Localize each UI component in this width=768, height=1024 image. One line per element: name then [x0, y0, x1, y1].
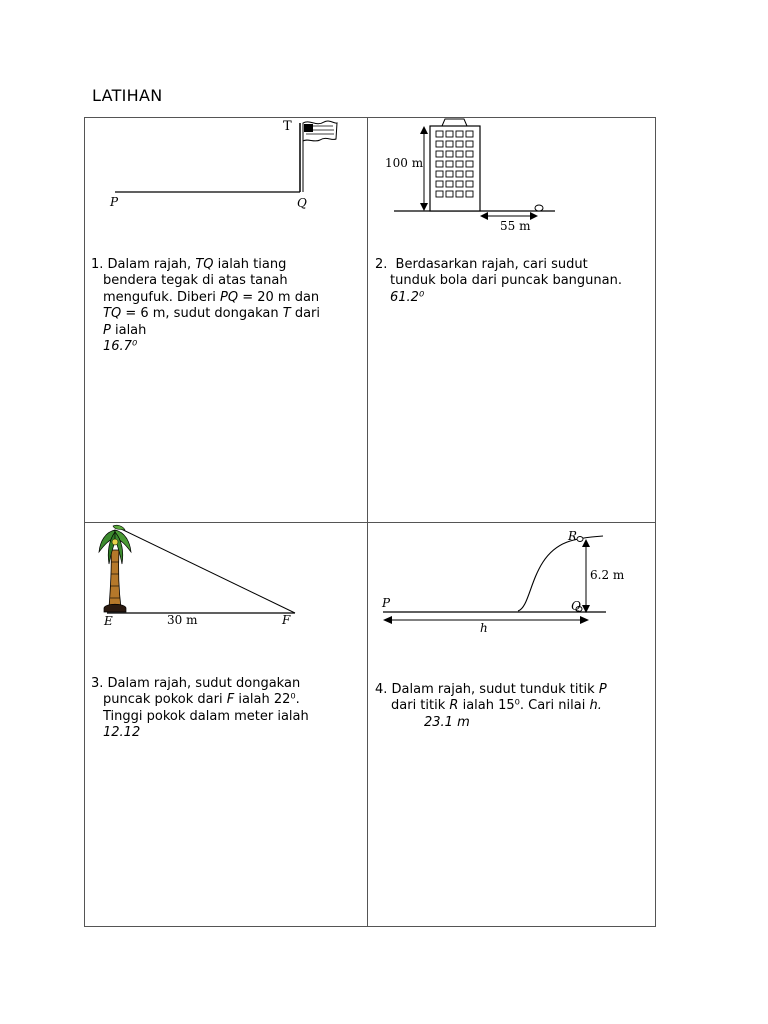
label-t: T — [283, 119, 292, 134]
question-3-text — [91, 676, 361, 742]
label-height-6-2m: 6.2 m — [590, 568, 625, 582]
label-distance-30m: 30 m — [167, 613, 198, 627]
q2-line-2: tunduk bola dari puncak bangunan. — [390, 273, 622, 289]
figure-2-building — [380, 115, 560, 240]
q3-line-2: puncak pokok dari F ialah 22⁰. — [103, 692, 300, 708]
q1-line-3: mengufuk. Diberi PQ = 20 m dan — [103, 289, 320, 305]
q1-line-4: TQ = 6 m, sudut dongakan T dari — [103, 306, 321, 322]
palm-tree-icon — [99, 525, 131, 612]
q1-answer: 16.7⁰ — [103, 339, 138, 355]
figure-1-flagpole — [100, 115, 360, 215]
q1-line-1: 1. Dalam rajah, TQ ialah tiang — [91, 257, 287, 272]
figure-4-hill — [378, 522, 628, 637]
label-p: P — [382, 596, 391, 610]
label-p: P — [110, 195, 119, 209]
label-h: h — [480, 621, 488, 635]
q3-line-1: 3. Dalam rajah, sudut dongakan — [91, 676, 301, 691]
q3-line-3: Tinggi pokok dalam meter ialah — [103, 708, 309, 724]
question-1-text — [91, 257, 361, 355]
question-2-text — [375, 257, 655, 306]
ball-icon — [535, 205, 543, 211]
q4-line-2: dari titik R ialah 15⁰. Cari nilai h. — [391, 698, 602, 714]
figure-3-tree — [95, 522, 310, 632]
flag-icon — [303, 121, 337, 141]
label-height-100m: 100 m — [385, 156, 424, 170]
q1-line-2: bendera tegak di atas tanah — [103, 273, 288, 289]
label-r: R — [568, 529, 578, 543]
q4-answer: 23.1 m — [424, 714, 470, 730]
question-4-text — [375, 682, 655, 731]
q4-line-1: 4. Dalam rajah, sudut tunduk titik P — [375, 682, 607, 697]
label-f: F — [282, 613, 291, 627]
label-distance-55m: 55 m — [500, 219, 531, 233]
label-q: Q — [297, 196, 307, 210]
q1-line-5: P ialah — [103, 322, 147, 338]
q3-answer: 12.12 — [103, 725, 141, 741]
page-title: LATIHAN — [92, 86, 163, 105]
label-q: Q — [571, 599, 581, 613]
label-e: E — [104, 614, 113, 628]
building-icon — [430, 119, 480, 211]
point-r-marker — [577, 537, 583, 542]
q2-answer: 61.2⁰ — [390, 289, 425, 305]
q2-line-1: 2. Berdasarkan rajah, cari sudut — [375, 257, 588, 272]
